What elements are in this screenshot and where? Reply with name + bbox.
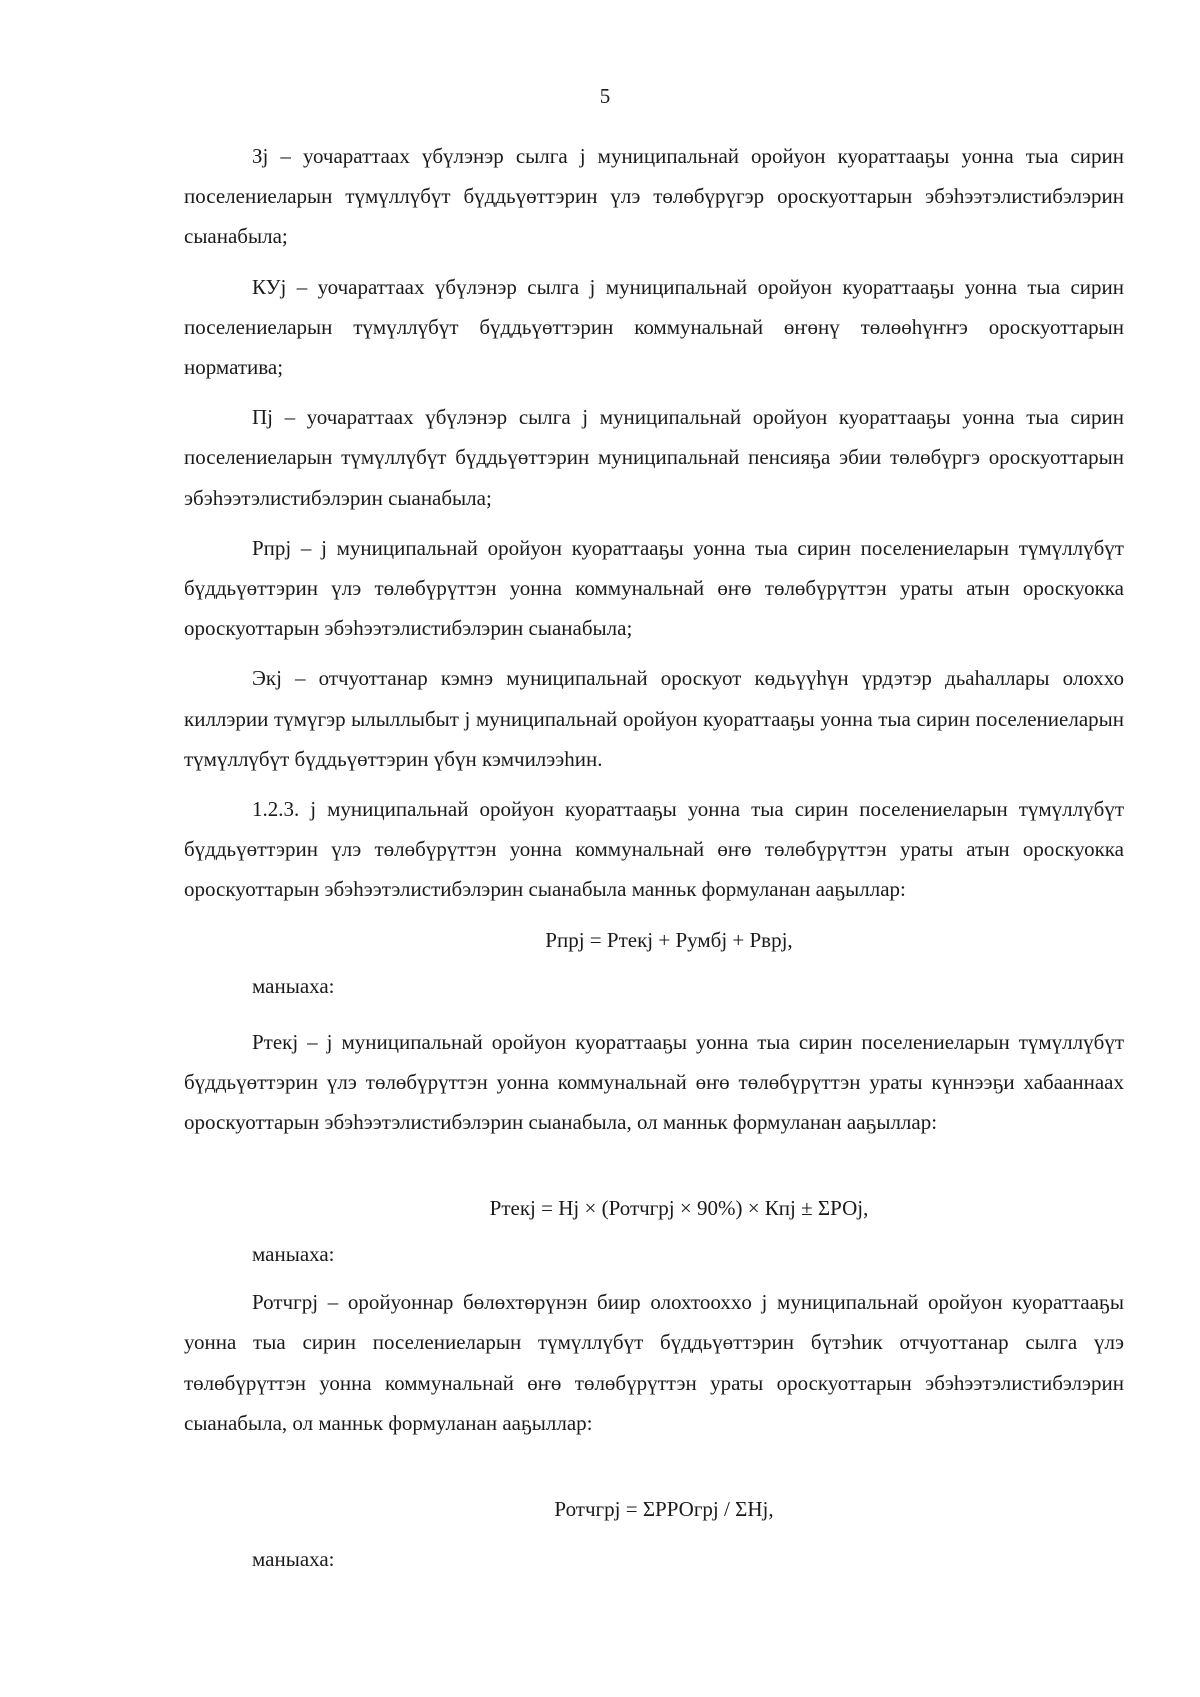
paragraph-ku: КУj – уочараттаах үбүлэнэр сылга j муниципальнай оройуон куораттааҕы уонна тыа сирин поселениеларын түмүллүбүт бүддьүөттэрин коммунальнай өҥөнү төлөөһүҥҥэ ороскуоттарын норматива; [184, 274, 1124, 380]
where-label: маныаха: [252, 973, 335, 998]
paragraph-1-2-3: 1.2.3. j муниципальнай оройуон куораттааҕы уонна тыа сирин поселениеларын түмүллүбүт бүддьүөттэрин үлэ төлөбүрүттэн уонна коммунальнай өҥө төлөбүрүттэн ураты атын ороскуокка ороскуоттарын эбэһээтэлистибэлэрин сыанабыла манньк формуланан ааҕыллар: [184, 797, 1124, 902]
page-number: 5 [599, 84, 611, 108]
formula-rpr: Рпрj = Ртекj + Румбj + Рврj, [545, 927, 793, 952]
paragraph-rotch: Ротчгрj – оройуоннар бөлөхтөрүнэн биир олохтоохxo j муниципальнай оройуон куораттааҕы уонна тыа сирин поселениеларын түмүллүбүт бүддьүөттэрин бүтэһик отчуоттанар сылга үлэ төлөбүрүттэн уонна коммунальнай өҥө төлөбүрүттэн ураты ороскуоттарын эбэһээтэлистибэлэрин сыанабыла, ол манньк формуланан ааҕыллар: [184, 1290, 1124, 1435]
document-body [184, 136, 1124, 1579]
paragraph-rpr: Рпрj – j муниципальнай оройуон куораттааҕы уонна тыа сирин поселениеларын түмүллүбүт бүддьүөттэрин үлэ төлөбүрүттэн уонна коммунальнай өҥө төлөбүрүттэн ураты атын ороскуокка ороскуоттарын эбэһээтэлистибэлэрин сыанабыла; [184, 535, 1124, 641]
paragraph-p: Пj – уочараттаах үбүлэнэр сылга j муниципальнай оройуон куораттааҕы уонна тыа сирин поселениеларын түмүллүбүт бүддьүөттэрин муниципальнай пенсияҕа эбии төлөбүргэ ороскуоттарын эбэһээтэлистибэлэрин сыанабыла; [184, 405, 1124, 510]
paragraph-ek: Экj – отчуоттанар кэмнэ муниципальнай ороскуот көдьүүһүн үрдэтэр дьаһаллары олоххо киллэрии түмүгэр ылыллыбыт j муниципальнай оройуон куораттааҕы уонна тыа сирин поселениеларын түмүллүбүт бүддьүөттэрин үбүн кэмчилээһин. [184, 666, 1124, 771]
formula-rtek: Ртекj = Нj × (Ротчгрj × 90%) × Кпj ± ΣРОj, [489, 1196, 869, 1221]
paragraph-rtek: Ртекj – j муниципальнай оройуон куораттааҕы уонна тыа сирин поселениеларын түмүллүбүт бүддьүөттэрин үлэ төлөбүрүттэн уонна коммунальнай өҥө төлөбүрүттэн ураты күннээҕи хабааннаах ороскуоттарын эбэһээтэлистибэлэрин сыанабыла, ол манньк формуланан ааҕыллар: [184, 1029, 1124, 1135]
formula-rotch: Ротчгрj = ΣРРОгрj / ΣНj, [554, 1497, 774, 1522]
where-label: маныаха: [252, 1242, 335, 1267]
paragraph-z: Зj – уочараттаах үбүлэнэр сылга j муниципальнай оройуон куораттааҕы уонна тыа сирин поселениеларын түмүллүбүт бүддьүөттэрин үлэ төлөбүрүгэр ороскуоттарын эбэһээтэлистибэлэрин сыанабыла; [184, 144, 1124, 249]
where-label: маныаха: [252, 1547, 335, 1572]
